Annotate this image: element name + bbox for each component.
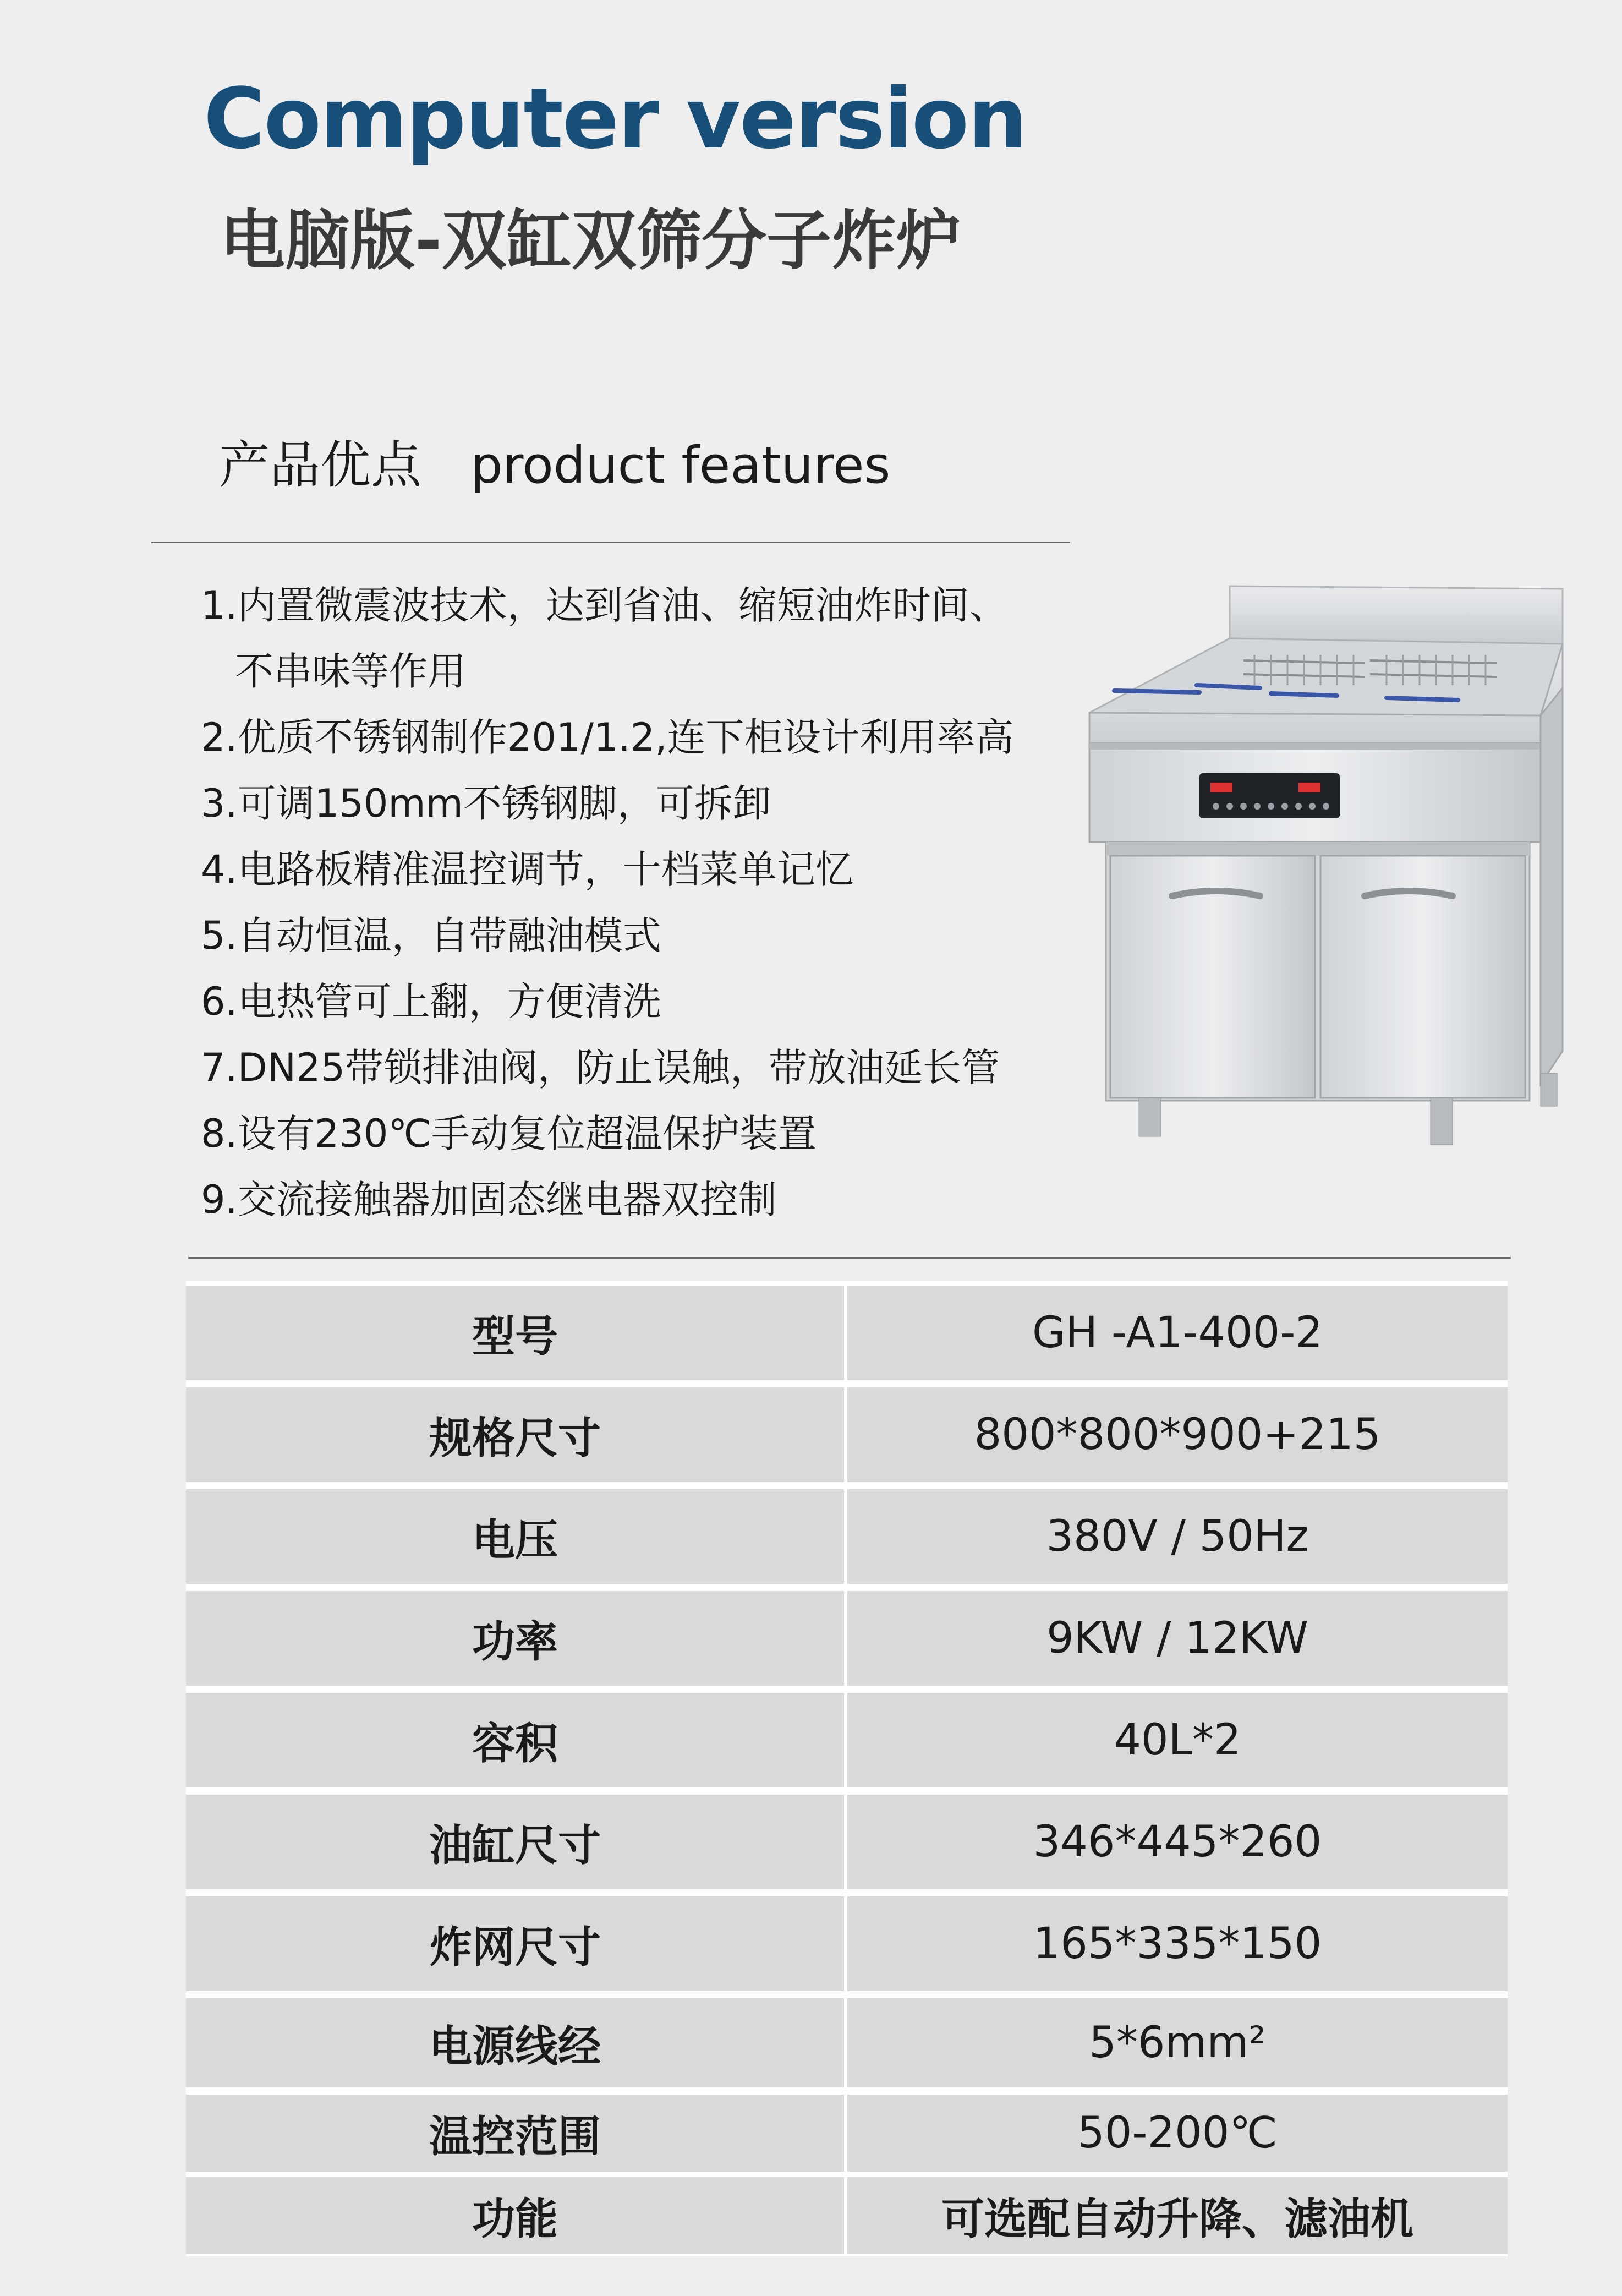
- table-row: [186, 1693, 1508, 1787]
- spec-label: 型号: [186, 1286, 844, 1380]
- features-list: [201, 572, 1014, 1233]
- feature-item: 6.电热管可上翻，方便清洗: [201, 979, 661, 1024]
- spec-value: 40L*2: [847, 1693, 1508, 1787]
- spec-value: 346*445*260: [847, 1795, 1508, 1889]
- section-divider-top: [151, 542, 1070, 543]
- page-title-cn: 电脑版-双缸双筛分子炸炉: [220, 203, 961, 278]
- feature-item: 9.交流接触器加固态继电器双控制: [201, 1177, 777, 1222]
- table-row: [186, 1896, 1508, 1991]
- spec-value: 9KW / 12KW: [847, 1591, 1508, 1686]
- spec-value: 50-200℃: [847, 2095, 1508, 2172]
- spec-label: 电压: [186, 1489, 844, 1584]
- features-heading: [219, 436, 891, 495]
- feature-item: 8.设有230℃手动复位超温保护装置: [201, 1111, 817, 1156]
- table-row: [186, 1286, 1508, 1380]
- feature-item: 5.自动恒温，自带融油模式: [201, 913, 661, 958]
- spec-label: 油缸尺寸: [186, 1795, 844, 1889]
- feature-item: 3.可调150mm不锈钢脚，可拆卸: [201, 781, 771, 826]
- table-row: [186, 1795, 1508, 1889]
- table-row: [186, 2177, 1508, 2254]
- spec-label: 炸网尺寸: [186, 1896, 844, 1991]
- table-row: [186, 1591, 1508, 1686]
- feature-item: 1.内置微震波技术，达到省油、缩短油炸时间、: [201, 583, 1008, 628]
- feature-item: 4.电路板精准温控调节，十档菜单记忆: [201, 847, 854, 892]
- feature-item-continuation: 不串味等作用: [235, 649, 466, 694]
- fryer-product-image: [1078, 578, 1574, 1156]
- table-row: [186, 2095, 1508, 2172]
- spec-label: 功率: [186, 1591, 844, 1686]
- table-row: [186, 1998, 1508, 2087]
- spec-label: 容积: [186, 1693, 844, 1787]
- spec-value: 800*800*900+215: [847, 1387, 1508, 1482]
- spec-label: 电源线经: [186, 1998, 844, 2087]
- spec-value: 可选配自动升降、滤油机: [847, 2177, 1508, 2254]
- table-row: [186, 1489, 1508, 1584]
- features-heading-cn: 产品优点: [219, 436, 422, 495]
- page-title-en: Computer version: [204, 70, 1027, 167]
- spec-label: 功能: [186, 2177, 844, 2254]
- spec-table: [186, 1281, 1508, 2256]
- spec-value: GH -A1-400-2: [847, 1286, 1508, 1380]
- spec-value: 380V / 50Hz: [847, 1489, 1508, 1584]
- table-row: [186, 1387, 1508, 1482]
- spec-label: 规格尺寸: [186, 1387, 844, 1482]
- features-heading-en: product features: [470, 436, 891, 495]
- section-divider-bottom: [188, 1257, 1511, 1259]
- spec-value: 165*335*150: [847, 1896, 1508, 1991]
- spec-value: 5*6mm²: [847, 1998, 1508, 2087]
- feature-item: 2.优质不锈钢制作201/1.2,连下柜设计利用率高: [201, 715, 1014, 760]
- spec-label: 温控范围: [186, 2095, 844, 2172]
- feature-item: 7.DN25带锁排油阀，防止误触，带放油延长管: [201, 1045, 1000, 1090]
